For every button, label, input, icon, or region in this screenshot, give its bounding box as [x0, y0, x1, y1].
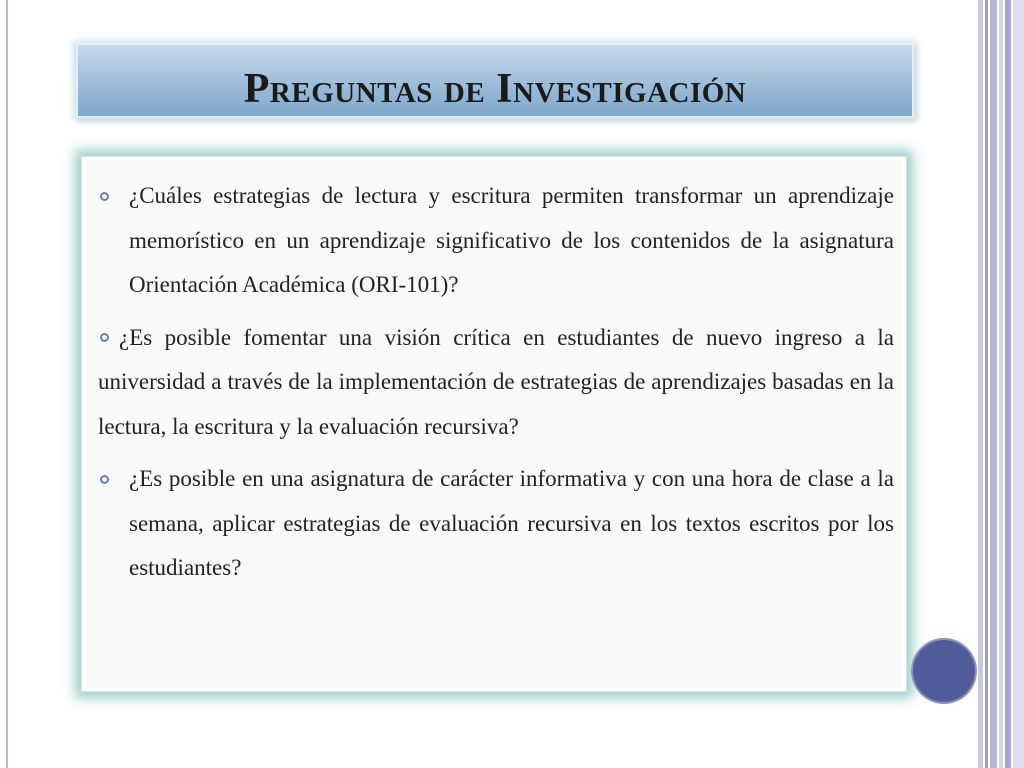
right-stripe: [985, 0, 988, 768]
slide-title: Preguntas de Investigación: [243, 66, 747, 112]
question-item: [98, 174, 894, 308]
decorative-circle: [913, 640, 975, 702]
right-stripe: [1005, 0, 1011, 768]
circle-bullet-icon: [100, 192, 109, 201]
question-item: [98, 316, 894, 450]
question-text: ¿Cuáles estrategias de lectura y escritura permiten transformar un aprendizaje memorístico en un aprendizaje significativo de los contenidos de la asignatura Orientación Académica (ORI-101)?: [129, 183, 894, 297]
right-stripe: [999, 0, 1003, 768]
question-list: [98, 174, 894, 591]
question-text: ¿Es posible fomentar una visión crítica en estudiantes de nuevo ingreso a la universidad a través de la implementación de estrategias de aprendizajes basadas en la lectura, la escritura y la evaluación recursiva?: [98, 324, 894, 439]
title-banner: [76, 43, 914, 118]
question-text: ¿Es posible en una asignatura de carácter informativa y con una hora de clase a la semana, aplicar estrategias de evaluación recursiva en los textos escritos por los estudiantes?: [129, 466, 894, 580]
right-stripe: [990, 0, 997, 768]
right-stripe: [1013, 0, 1024, 768]
circle-bullet-icon: [100, 333, 109, 342]
content-panel: [82, 157, 906, 691]
left-border-rule: [6, 0, 8, 768]
circle-bullet-icon: [100, 475, 109, 484]
right-stripe: [978, 0, 983, 768]
question-item: [98, 457, 894, 591]
